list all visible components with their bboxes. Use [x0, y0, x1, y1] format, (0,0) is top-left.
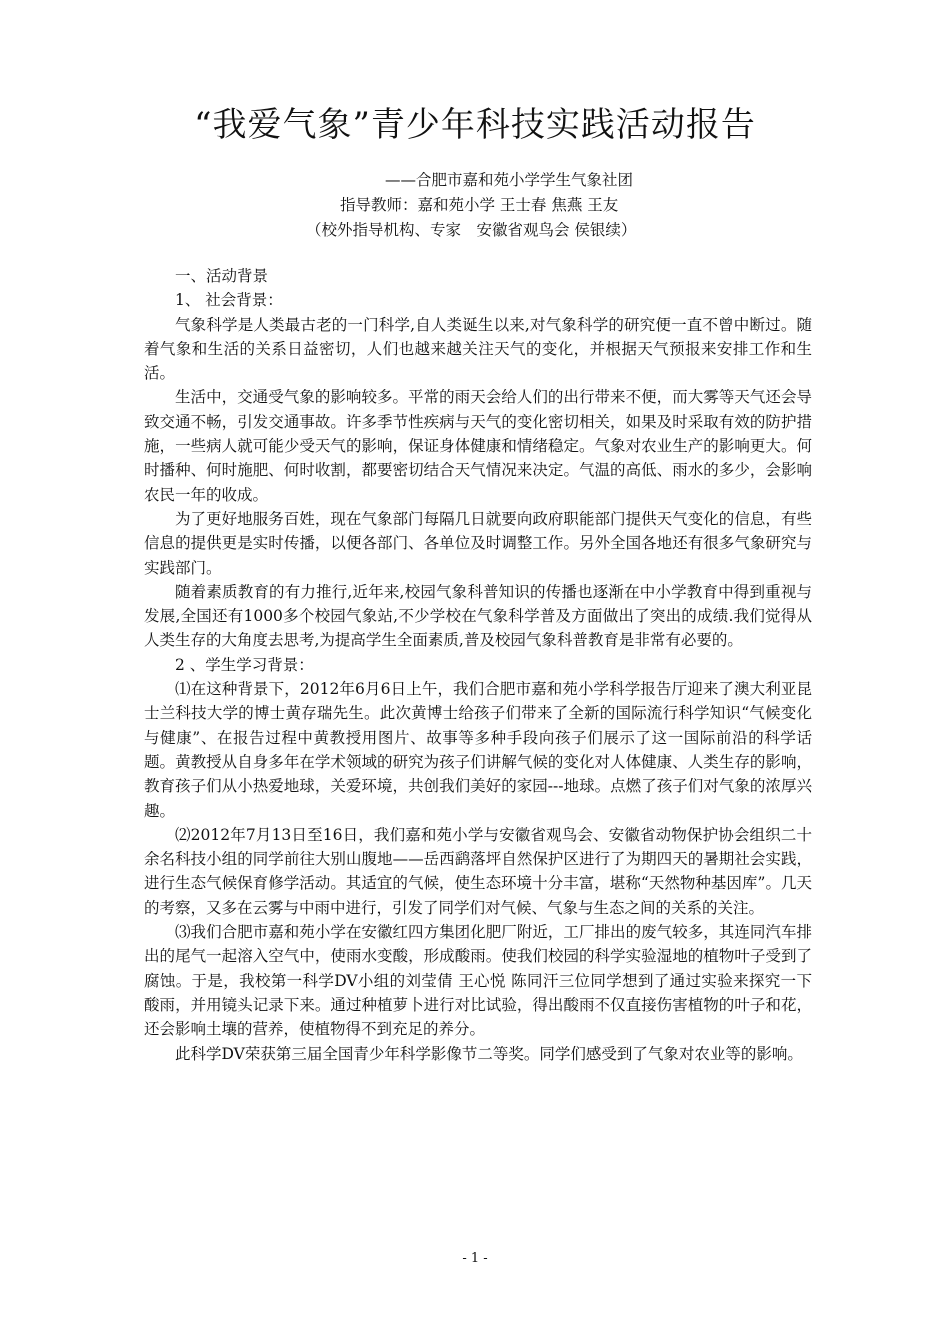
subsection-heading: 1、 社会背景：	[175, 291, 283, 310]
subtitle-teachers: 指导教师：嘉和苑小学 王士春 焦燕 王友	[340, 196, 619, 214]
paragraph: ⑵2012年7月13日至16日，我们嘉和苑小学与安徽省观鸟会、安徽省动物保护协会组织二十余名科技小组的同学前往大别山腹地——岳西鹞落坪自然保护区进行了为期四天的暑期社会实践，进行生态气候保育修学活动。其适宜的气候，使生态环境十分丰富，堪称“天然物种基因库”。几天的考察，又多在云雾与中雨中进行，引发了同学们对气候、气象与生态之间的关系的关注。	[144, 825, 812, 917]
document-body	[144, 264, 812, 1066]
paragraph: 气象科学是人类最古老的一门科学,自人类诞生以来,对气象科学的研究便一直不曾中断过。随着气象和生活的关系日益密切，人们也越来越关注天气的变化，并根据天气预报来安排工作和生活。	[144, 315, 812, 383]
paragraph: 随着素质教育的有力推行,近年来,校园气象科普知识的传播也逐渐在中小学教育中得到重视与发展,全国还有1000多个校园气象站,不少学校在气象科学普及方面做出了突出的成绩.我们觉得从人类生存的大角度去思考,为提高学生全面素质,普及校园气象科普教育是非常有必要的。	[144, 582, 812, 650]
paragraph: 生活中，交通受气象的影响较多。平常的雨天会给人们的出行带来不便，而大雾等天气还会导致交通不畅，引发交通事故。许多季节性疾病与天气的变化密切相关，如果及时采取有效的防护措施，一些病人就可能少受天气的影响，保证身体健康和情绪稳定。气象对农业生产的影响更大。何时播种、何时施肥、何时收割，都要密切结合天气情况来决定。气温的高低、雨水的多少，会影响农民一年的收成。	[144, 388, 812, 504]
document-title: “我爱气象”青少年科技实践活动报告	[194, 105, 756, 145]
paragraph: 为了更好地服务百姓，现在气象部门每隔几日就要向政府职能部门提供天气变化的信息，有些信息的提供更是实时传播，以便各部门、各单位及时调整工作。另外全国各地还有很多气象研究与实践部门。	[144, 509, 812, 577]
section-heading: 一、活动背景	[175, 267, 269, 285]
page-number: - 1 -	[462, 1251, 488, 1266]
subsection-heading: 2 、学生学习背景：	[175, 655, 314, 674]
subtitle-external: （校外指导机构、专家 安徽省观鸟会 侯银续）	[306, 221, 637, 239]
paragraph: ⑴在这种背景下，2012年6月6日上午，我们合肥市嘉和苑小学科学报告厅迎来了澳大利亚昆士兰科技大学的博士黄存瑞先生。此次黄博士给孩子们带来了全新的国际流行科学知识“气候变化与健康”、在报告过程中黄教授用图片、故事等多种手段向孩子们展示了这一国际前沿的科学话题。黄教授从自身多年在学术领域的研究为孩子们讲解气候的变化对人体健康、人类生存的影响，教育孩子们从小热爱地球，关爱环境，共创我们美好的家园---地球。点燃了孩子们对气象的浓厚兴趣。	[144, 680, 812, 820]
subtitle-org: ——合肥市嘉和苑小学学生气象社团	[385, 171, 634, 189]
paragraph: 此科学DV荣获第三届全国青少年科学影像节二等奖。同学们感受到了气象对农业等的影响。	[175, 1044, 803, 1063]
paragraph: ⑶我们合肥市嘉和苑小学在安徽红四方集团化肥厂附近，工厂排出的废气较多，其连同汽车排出的尾气一起溶入空气中，使雨水变酸，形成酸雨。使我们校园的科学实验湿地的植物叶子受到了腐蚀。于是，我校第一科学DV小组的刘莹倩 王心悦 陈同汗三位同学想到了通过实验来探究一下酸雨，并用镜头记录下来。通过种植萝卜进行对比试验，得出酸雨不仅直接伤害植物的叶子和花，还会影响土壤的营养，使植物得不到充足的养分。	[144, 923, 812, 1039]
